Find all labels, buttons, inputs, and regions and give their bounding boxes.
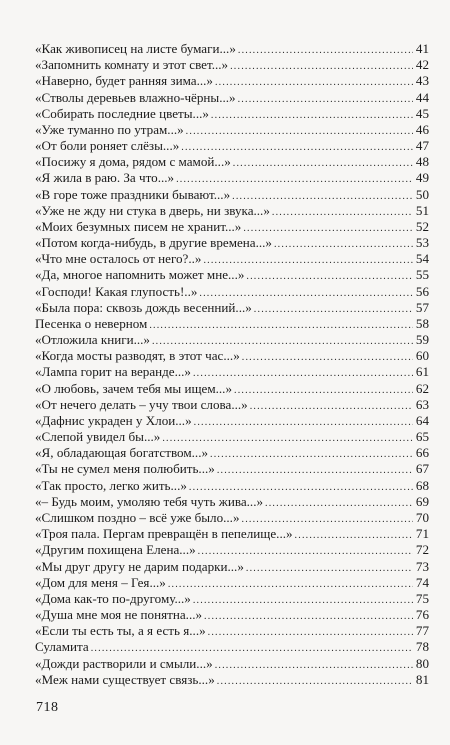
toc-entry [35, 397, 429, 413]
toc-entry-page: 50 [415, 186, 429, 202]
dot-leader [274, 237, 413, 253]
toc-entry [35, 381, 429, 397]
toc-entry-title: «Я жила в раю. За что...» [35, 170, 175, 186]
toc-entry [35, 106, 429, 122]
toc-entry [35, 429, 429, 445]
dot-leader [215, 658, 413, 674]
toc-entry-title: «Если ты есть ты, а я есть я...» [35, 623, 206, 639]
dot-leader [194, 415, 413, 431]
toc-entry-page: 61 [415, 364, 429, 380]
toc-entry-title: «Слишком поздно – всё уже было...» [35, 509, 240, 525]
dot-leader [149, 318, 413, 334]
toc-entry-page: 48 [415, 154, 429, 170]
toc-entry-title: «Дожди растворили и смыли...» [35, 655, 213, 671]
dot-leader [204, 609, 413, 625]
toc-entry [35, 203, 429, 219]
dot-leader [254, 302, 413, 318]
table-of-contents [35, 41, 429, 688]
toc-entry-page: 46 [415, 121, 429, 137]
dot-leader [272, 205, 413, 221]
toc-entry-title: «Ты не сумел меня полюбить...» [35, 461, 215, 477]
toc-entry [35, 364, 429, 380]
toc-entry-page: 81 [415, 671, 429, 687]
toc-entry [35, 526, 429, 542]
toc-entry-page: 73 [415, 558, 429, 574]
toc-entry [35, 575, 429, 591]
dot-leader [208, 625, 413, 641]
toc-entry-page: 74 [415, 574, 429, 590]
toc-entry-title: «Уже туманно по утрам...» [35, 121, 184, 137]
toc-entry [35, 559, 429, 575]
toc-entry-title: «Троя пала. Пергам превращён в пепелище...» [35, 526, 293, 542]
toc-entry-page: 69 [415, 493, 429, 509]
toc-entry [35, 656, 429, 672]
toc-entry-title: «Уже не жду ни стука в дверь, ни звука...» [35, 202, 270, 218]
dot-leader [234, 383, 413, 399]
toc-entry-title: «Дафнис украден у Хлои...» [35, 412, 192, 428]
toc-entry-title: «Меж нами существует связь...» [35, 671, 215, 687]
dot-leader [233, 156, 413, 172]
dot-leader [242, 350, 413, 366]
dot-leader [246, 269, 413, 285]
toc-entry-title: «Стволы деревьев влажно-чёрны...» [35, 89, 236, 105]
toc-entry-page: 76 [415, 607, 429, 623]
toc-entry-title: «В горе тоже праздники бывают...» [35, 186, 231, 202]
page-number: 718 [36, 700, 59, 715]
toc-entry-page: 51 [415, 202, 429, 218]
toc-entry-title: «Отложила книги...» [35, 332, 150, 348]
toc-entry [35, 267, 429, 283]
toc-entry-title: «Запомнить комнату и этот свет...» [35, 57, 229, 73]
toc-entry-title: «Наверно, будет ранняя зима...» [35, 73, 213, 89]
toc-entry [35, 300, 429, 316]
toc-entry [35, 478, 429, 494]
toc-entry-page: 56 [415, 283, 429, 299]
dot-leader [193, 593, 413, 609]
dot-leader [215, 75, 413, 91]
toc-entry-page: 65 [415, 429, 429, 445]
toc-entry-title: «Мы друг другу не дарим подарки...» [35, 558, 244, 574]
toc-entry [35, 57, 429, 73]
toc-entry-page: 72 [415, 542, 429, 558]
toc-entry-title: «Потом когда-нибудь, в другие времена...» [35, 235, 272, 251]
toc-entry-page: 53 [415, 235, 429, 251]
dot-leader [186, 124, 413, 140]
dot-leader [168, 577, 413, 593]
toc-entry-page: 55 [415, 267, 429, 283]
toc-entry [35, 413, 429, 429]
dot-leader [230, 59, 413, 75]
toc-entry-page: 52 [415, 218, 429, 234]
toc-entry [35, 90, 429, 106]
toc-entry [35, 284, 429, 300]
toc-entry-title: «Дома как-то по-другому...» [35, 590, 191, 606]
toc-entry-page: 60 [415, 348, 429, 364]
toc-entry [35, 219, 429, 235]
toc-entry [35, 41, 429, 57]
toc-entry-title: «Собирать последние цветы...» [35, 105, 209, 121]
toc-entry-page: 45 [415, 105, 429, 121]
toc-entry-title: «От боли роняет слёзы...» [35, 138, 180, 154]
toc-entry [35, 494, 429, 510]
dot-leader [238, 43, 413, 59]
toc-entry [35, 623, 429, 639]
toc-entry-page: 54 [415, 251, 429, 267]
toc-entry [35, 607, 429, 623]
toc-entry-page: 58 [415, 315, 429, 331]
toc-entry-title: «От нечего делать – учу твои слова...» [35, 396, 248, 412]
toc-entry-title: «Как живописец на листе бумаги...» [35, 41, 236, 56]
toc-entry [35, 187, 429, 203]
toc-entry [35, 170, 429, 186]
toc-entry-page: 59 [415, 332, 429, 348]
toc-entry-title: Песенка о неверном [35, 315, 148, 331]
toc-entry [35, 73, 429, 89]
toc-entry-title: Суламита [35, 639, 89, 655]
toc-entry-title: «Я, обладающая богатством...» [35, 445, 209, 461]
toc-entry-page: 75 [415, 590, 429, 606]
toc-entry [35, 316, 429, 332]
toc-entry-page: 64 [415, 412, 429, 428]
toc-entry-page: 70 [415, 509, 429, 525]
toc-entry [35, 445, 429, 461]
dot-leader [211, 108, 413, 124]
toc-entry-page: 67 [415, 461, 429, 477]
toc-entry-title: «Что мне осталось от него?..» [35, 251, 202, 267]
toc-entry [35, 348, 429, 364]
toc-entry-title: «О любовь, зачем тебя мы ищем...» [35, 380, 232, 396]
toc-entry-page: 43 [415, 73, 429, 89]
toc-entry-page: 62 [415, 380, 429, 396]
dot-leader [295, 528, 413, 544]
toc-entry-page: 47 [415, 138, 429, 154]
toc-entry-title: «Господи! Какая глупость!..» [35, 283, 198, 299]
toc-entry-title: «Так просто, легко жить...» [35, 477, 187, 493]
toc-entry-page: 44 [415, 89, 429, 105]
toc-entry-page: 68 [415, 477, 429, 493]
toc-entry-title: «Слепой увидел бы...» [35, 429, 161, 445]
dot-leader [250, 399, 413, 415]
toc-entry-page: 42 [415, 57, 429, 73]
toc-entry [35, 591, 429, 607]
dot-leader [210, 447, 413, 463]
toc-entry [35, 542, 429, 558]
toc-entry-title: «Лампа горит на веранде...» [35, 364, 191, 380]
toc-entry-page: 78 [415, 639, 429, 655]
dot-leader [265, 496, 413, 512]
toc-entry [35, 461, 429, 477]
toc-entry-page: 80 [415, 655, 429, 671]
toc-entry [35, 510, 429, 526]
dot-leader [217, 674, 413, 690]
toc-entry-title: «Да, многое напомнить может мне...» [35, 267, 245, 283]
toc-entry-title: «Другим похищена Елена...» [35, 542, 196, 558]
toc-entry-page: 49 [415, 170, 429, 186]
toc-entry [35, 138, 429, 154]
toc-entry-page: 41 [415, 41, 429, 56]
toc-entry-page: 63 [415, 396, 429, 412]
toc-entry-page: 57 [415, 299, 429, 315]
toc-entry [35, 251, 429, 267]
toc-entry [35, 672, 429, 688]
toc-entry-title: «Душа мне моя не понятна...» [35, 607, 203, 623]
dot-leader [238, 92, 413, 108]
toc-entry-page: 66 [415, 445, 429, 461]
toc-entry [35, 332, 429, 348]
toc-entry-page: 71 [415, 526, 429, 542]
toc-entry-page: 77 [415, 623, 429, 639]
dot-leader [246, 561, 413, 577]
toc-entry-title: «Была пора: сквозь дождь весенний...» [35, 299, 252, 315]
toc-entry [35, 122, 429, 138]
toc-entry-title: «Когда мосты разводят, в этот час...» [35, 348, 240, 364]
toc-entry-title: «Посижу я дома, рядом с мамой...» [35, 154, 231, 170]
toc-entry-title: «– Будь моим, умоляю тебя чуть жива...» [35, 493, 264, 509]
toc-entry [35, 235, 429, 251]
toc-entry [35, 154, 429, 170]
toc-entry-title: «Моих безумных писем не хранит...» [35, 218, 242, 234]
toc-entry-title: «Дом для меня – Гея...» [35, 574, 166, 590]
toc-entry [35, 639, 429, 655]
dot-leader [217, 463, 413, 479]
